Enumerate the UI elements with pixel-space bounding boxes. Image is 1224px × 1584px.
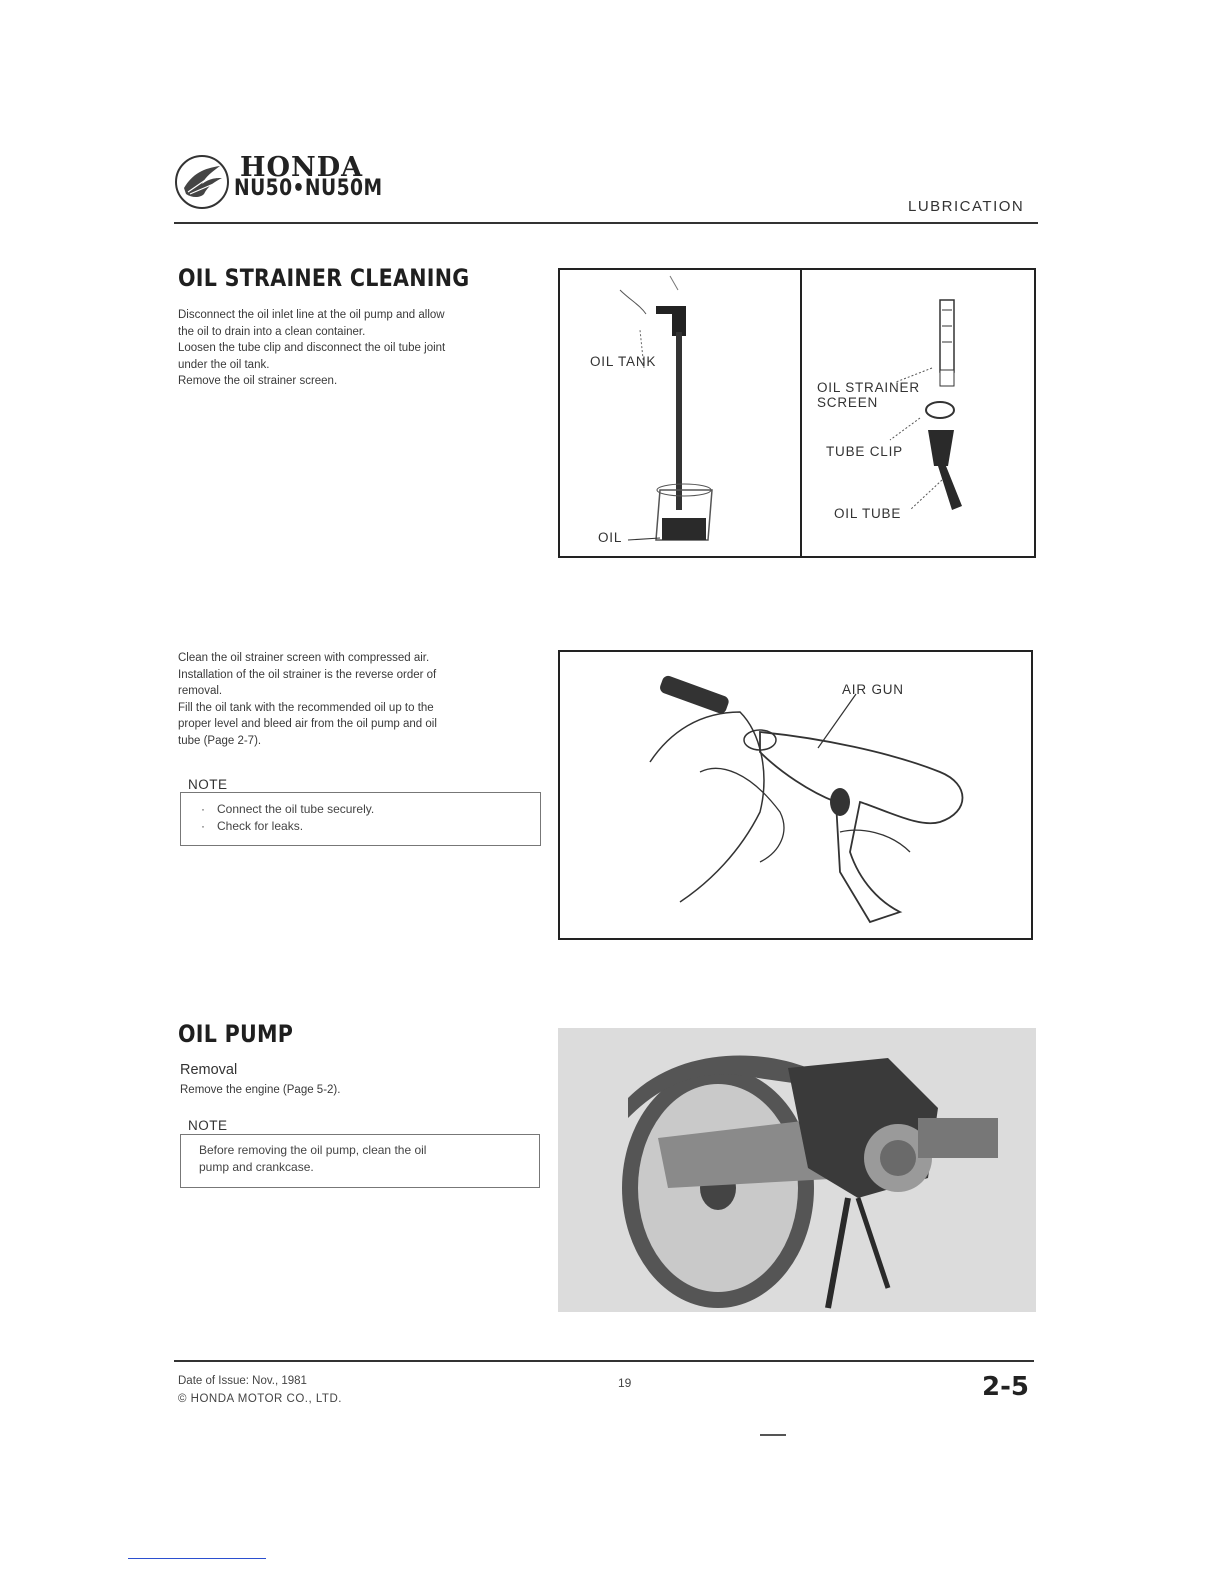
section-page-number: 2-5 xyxy=(982,1372,1029,1402)
air-gun-figure xyxy=(558,650,1033,940)
note-item: · Connect the oil tube securely. xyxy=(195,801,526,818)
air-gun-callout: AIR GUN xyxy=(842,682,904,697)
oil-tube-callout: OIL TUBE xyxy=(834,506,902,521)
model-name: NU50•NU50M xyxy=(234,176,383,201)
oil-pump-note-box: Before removing the oil pump, clean the oil pump and crankcase. xyxy=(180,1134,540,1188)
note-item: · Check for leaks. xyxy=(195,818,526,835)
scooter-wheel-engine-photo xyxy=(558,1028,1036,1312)
oil-strainer-figure xyxy=(558,268,1036,558)
copyright: © HONDA MOTOR CO., LTD. xyxy=(178,1393,342,1405)
oil-strainer-heading: OIL STRAINER CLEANING xyxy=(178,264,470,292)
cleaning-instructions: Clean the oil strainer screen with compressed air. Installation of the oil strainer is the reverse order of removal. Fill the oil tank with the recommended oil up to the proper level and bleed air from the oil pump and oil tube (Page 2-7). xyxy=(178,652,437,747)
oil-strainer-screen-callout: OIL STRAINER SCREEN xyxy=(817,380,920,410)
note-label: NOTE xyxy=(188,777,228,792)
engine-photo xyxy=(558,1028,1036,1312)
brand-name: HONDA xyxy=(240,152,364,183)
scan-mark xyxy=(760,1434,786,1436)
page-number: 19 xyxy=(618,1376,632,1390)
air-gun-illustration xyxy=(560,652,1031,938)
oil-pump-heading: OIL PUMP xyxy=(178,1020,294,1048)
removal-subheading: Removal xyxy=(180,1062,238,1078)
header-divider xyxy=(174,222,1038,224)
oil-callout: OIL xyxy=(598,530,623,545)
oil-strainer-instructions: Disconnect the oil inlet line at the oil pump and allow the oil to drain into a clean container. Loosen the tube clip and disconnect the oil tube joint under the oil tank. Remove the oil strainer screen. xyxy=(178,309,446,387)
tube-clip-callout: TUBE CLIP xyxy=(826,444,903,459)
note-box xyxy=(180,792,541,846)
oil-pump-note-label: NOTE xyxy=(188,1118,228,1133)
section-label: LUBRICATION xyxy=(908,198,1025,215)
scan-underline xyxy=(128,1558,266,1559)
oil-tank-drain-illustration xyxy=(560,270,800,556)
oil-pump-instruction: Remove the engine (Page 5-2). xyxy=(180,1084,341,1096)
honda-wing-logo-icon xyxy=(174,154,230,210)
oil-tank-callout: OIL TANK xyxy=(590,354,657,369)
issue-date: Date of Issue: Nov., 1981 xyxy=(178,1375,307,1387)
footer-divider xyxy=(174,1360,1034,1362)
